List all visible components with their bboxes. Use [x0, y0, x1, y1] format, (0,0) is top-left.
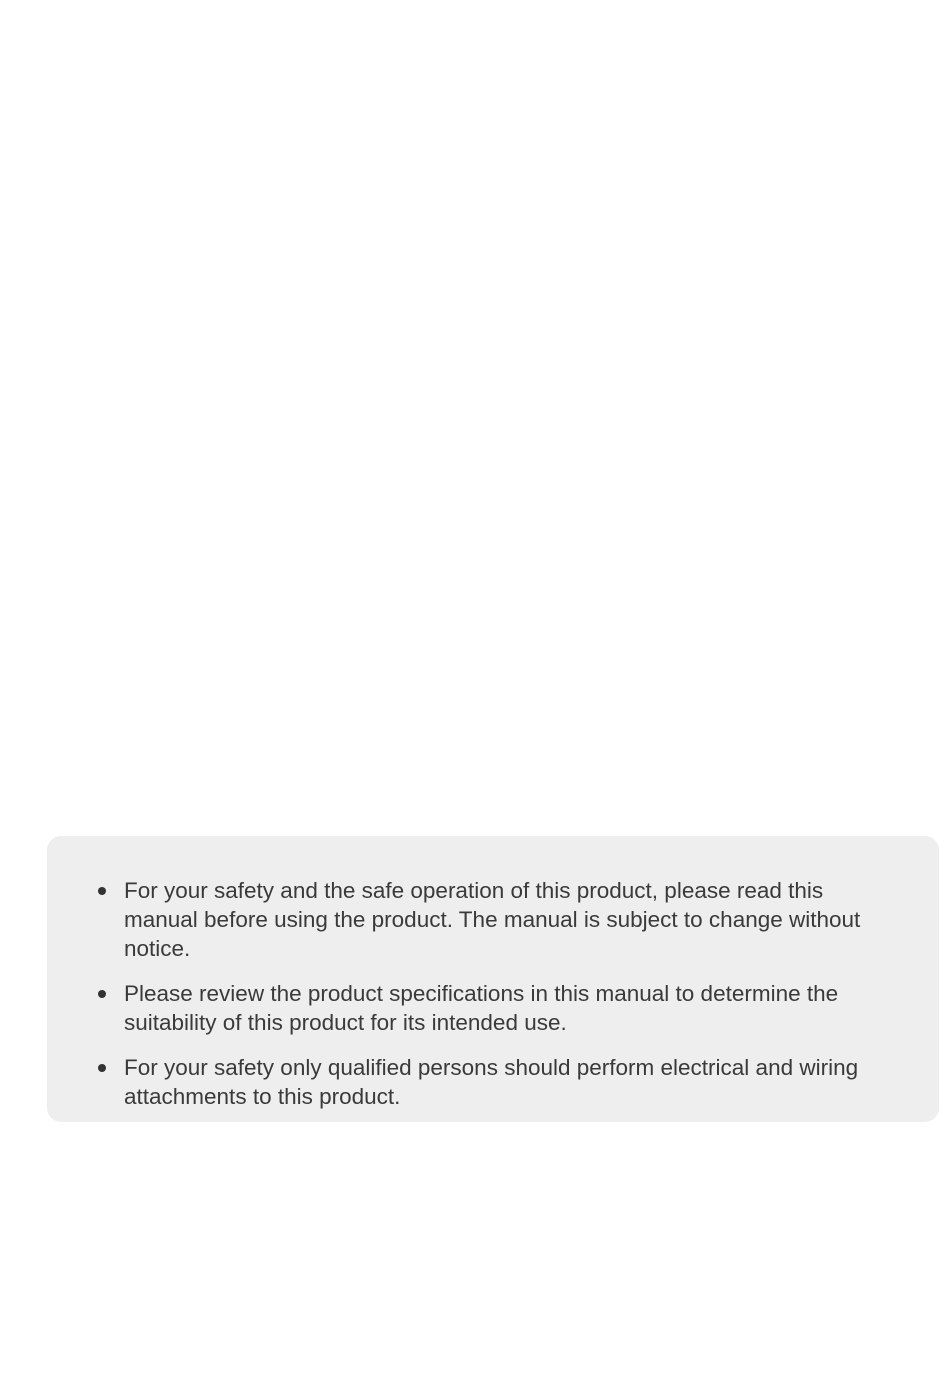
safety-notice-list	[95, 876, 899, 1111]
bullet-icon	[98, 887, 106, 895]
notice-item-text: For your safety and the safe operation of this product, please read this manual before using the product. The manual is subject to change without notice.	[124, 878, 861, 961]
notice-item	[95, 1053, 899, 1111]
notice-item-text: For your safety only qualified persons should perform electrical and wiring attachments to this product.	[124, 1055, 859, 1109]
safety-notice-box	[47, 836, 939, 1122]
bullet-icon	[98, 990, 106, 998]
notice-item	[95, 979, 899, 1037]
bullet-icon	[98, 1064, 106, 1072]
notice-item	[95, 876, 899, 963]
notice-item-text: Please review the product specifications in this manual to determine the suitability of this product for its intended use.	[124, 981, 839, 1035]
